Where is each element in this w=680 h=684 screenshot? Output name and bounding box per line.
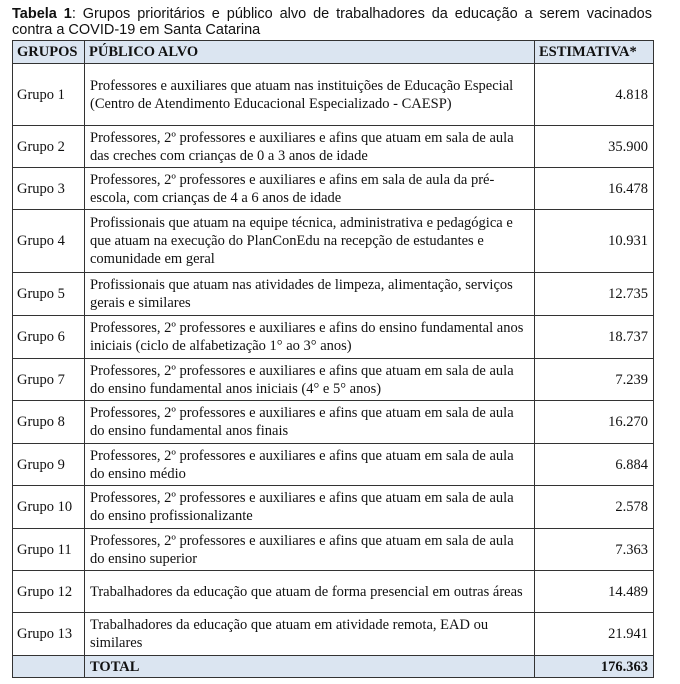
publico-alvo-cell: Professores, 2º professores e auxiliares e afins que atuam em sala de aula do ensino superior [85, 529, 535, 571]
table-row [13, 273, 654, 316]
table-row [13, 126, 654, 168]
estimativa-cell: 14.489 [535, 571, 654, 613]
header-grupos: GRUPOS [13, 41, 85, 64]
grupo-cell: Grupo 7 [13, 359, 85, 401]
publico-alvo-cell: Professores, 2º professores e auxiliares e afins que atuam em sala de aula do ensino médio [85, 444, 535, 486]
estimativa-cell: 2.578 [535, 486, 654, 529]
estimativa-cell: 7.239 [535, 359, 654, 401]
grupo-cell: Grupo 5 [13, 273, 85, 316]
total-row [13, 656, 654, 678]
table-row [13, 529, 654, 571]
table-row [13, 571, 654, 613]
caption-label: Tabela 1 [12, 6, 72, 22]
caption-text: : Grupos prioritários e público alvo de trabalhadores da educação a serem vacinados contra a COVID-19 em Santa Catarina [12, 6, 652, 38]
grupo-cell: Grupo 2 [13, 126, 85, 168]
table-row [13, 613, 654, 656]
header-estimativa: ESTIMATIVA* [535, 41, 654, 64]
total-value: 176.363 [535, 656, 654, 678]
grupo-cell: Grupo 8 [13, 401, 85, 444]
grupo-cell: Grupo 9 [13, 444, 85, 486]
table-row [13, 316, 654, 359]
grupo-cell: Grupo 11 [13, 529, 85, 571]
table-row [13, 210, 654, 273]
publico-alvo-cell: Professores, 2º professores e auxiliares e afins que atuam em sala de aula das creches com crianças de 0 a 3 anos de idade [85, 126, 535, 168]
table-row [13, 359, 654, 401]
grupo-cell: Grupo 4 [13, 210, 85, 273]
table-row [13, 168, 654, 210]
publico-alvo-cell: Professores, 2º professores e auxiliares e afins que atuam em sala de aula do ensino fundamental anos finais [85, 401, 535, 444]
estimativa-cell: 12.735 [535, 273, 654, 316]
publico-alvo-cell: Profissionais que atuam nas atividades de limpeza, alimentação, serviços gerais e similares [85, 273, 535, 316]
estimativa-cell: 18.737 [535, 316, 654, 359]
estimativa-cell: 35.900 [535, 126, 654, 168]
table-row [13, 401, 654, 444]
grupo-cell: Grupo 3 [13, 168, 85, 210]
publico-alvo-cell: Professores, 2º professores e auxiliares e afins em sala de aula da pré-escola, com crianças de 4 a 6 anos de idade [85, 168, 535, 210]
grupo-cell: Grupo 1 [13, 64, 85, 126]
publico-alvo-cell: Professores, 2º professores e auxiliares e afins que atuam em sala de aula do ensino profissionalizante [85, 486, 535, 529]
table-row [13, 444, 654, 486]
publico-alvo-cell: Professores e auxiliares que atuam nas instituições de Educação Especial (Centro de Atendimento Educacional Especializado - CAESP) [85, 64, 535, 126]
total-grupo-cell [13, 656, 85, 678]
publico-alvo-cell: Profissionais que atuam na equipe técnica, administrativa e pedagógica e que atuam na execução do PlanConEdu na recepção de estudantes e comunidade em geral [85, 210, 535, 273]
publico-alvo-cell: Professores, 2º professores e auxiliares e afins do ensino fundamental anos iniciais (ciclo de alfabetização 1° ao 3° anos) [85, 316, 535, 359]
estimativa-cell: 16.478 [535, 168, 654, 210]
publico-alvo-cell: Professores, 2º professores e auxiliares e afins que atuam em sala de aula do ensino fundamental anos iniciais (4° e 5° anos) [85, 359, 535, 401]
estimativa-cell: 7.363 [535, 529, 654, 571]
estimativa-cell: 6.884 [535, 444, 654, 486]
publico-alvo-cell: Trabalhadores da educação que atuam de forma presencial em outras áreas [85, 571, 535, 613]
grupo-cell: Grupo 12 [13, 571, 85, 613]
estimativa-cell: 16.270 [535, 401, 654, 444]
grupo-cell: Grupo 6 [13, 316, 85, 359]
estimativa-cell: 10.931 [535, 210, 654, 273]
total-label: TOTAL [85, 656, 535, 678]
header-publico-alvo: PÚBLICO ALVO [85, 41, 535, 64]
grupo-cell: Grupo 10 [13, 486, 85, 529]
table-row [13, 486, 654, 529]
priority-groups-table [12, 40, 654, 678]
grupo-cell: Grupo 13 [13, 613, 85, 656]
estimativa-cell: 4.818 [535, 64, 654, 126]
publico-alvo-cell: Trabalhadores da educação que atuam em atividade remota, EAD ou similares [85, 613, 535, 656]
estimativa-cell: 21.941 [535, 613, 654, 656]
table-row [13, 64, 654, 126]
header-row [13, 41, 654, 64]
table-caption [12, 6, 652, 38]
